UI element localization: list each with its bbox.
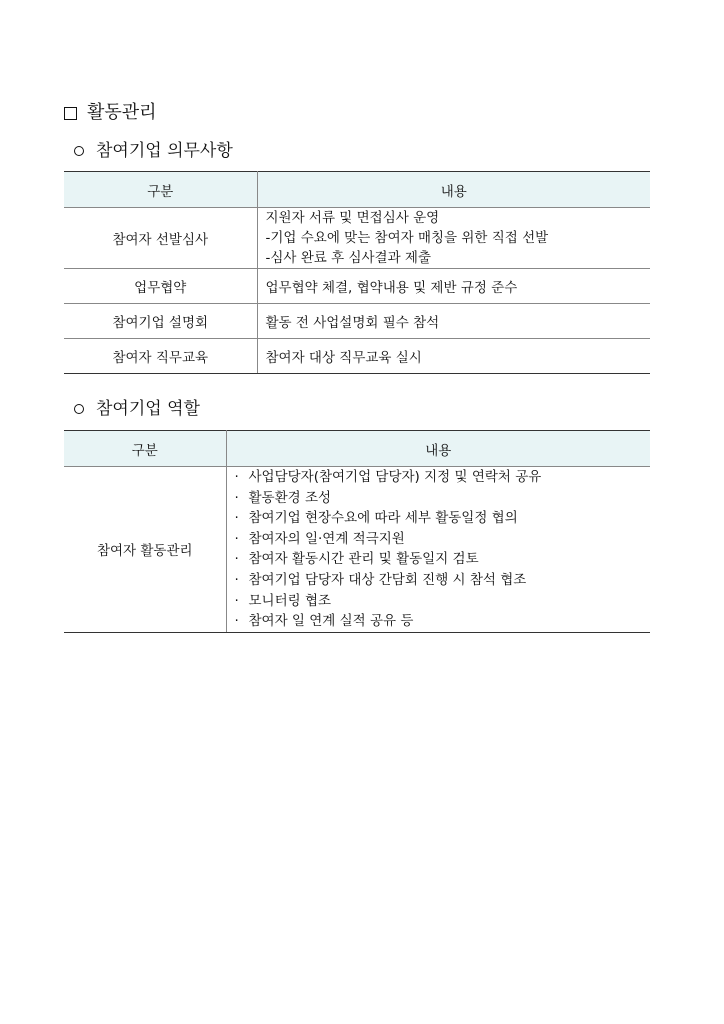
bullet-item — [235, 508, 643, 529]
section-title — [64, 100, 157, 126]
row-content: 업무협약 체결, 협약내용 및 제반 규정 준수 — [257, 269, 650, 304]
header-category: 구분 — [64, 172, 257, 208]
subsection-title-text: 참여기업 역할 — [96, 399, 200, 419]
row-content — [257, 208, 650, 269]
row-category: 업무협약 — [64, 269, 257, 304]
table-row — [64, 304, 650, 339]
row-content — [226, 467, 650, 633]
checkbox-square-icon — [64, 107, 77, 120]
subsection-title-obligations — [74, 139, 233, 163]
row-category: 참여자 직무교육 — [64, 339, 257, 374]
subsection-title-text: 참여기업 의무사항 — [96, 141, 233, 161]
content-line: -심사 완료 후 심사결과 제출 — [265, 250, 431, 266]
bullet-text: 참여자 일 연계 실적 공유 등 — [248, 613, 414, 630]
bullet-text: 참여자의 일·연계 적극지원 — [248, 530, 405, 547]
content-line: -기업 수요에 맞는 참여자 매칭을 위한 직접 선발 — [265, 230, 549, 246]
bullet-dot: · — [234, 530, 239, 547]
roles-table — [64, 430, 650, 633]
bullet-item — [235, 570, 643, 591]
row-content: 참여자 대상 직무교육 실시 — [257, 339, 650, 374]
bullet-text: 활동환경 조성 — [248, 489, 332, 506]
bullet-dot: · — [234, 551, 239, 568]
bullet-text: 참여자 활동시간 관리 및 활동일지 검토 — [248, 551, 479, 568]
table-row — [64, 467, 650, 633]
section-title-text: 활동관리 — [87, 102, 157, 123]
bullet-item — [235, 529, 643, 550]
content-line: 지원자 서류 및 면접심사 운영 — [265, 210, 440, 226]
table-row — [64, 208, 650, 269]
bullet-item — [235, 467, 643, 488]
bullet-item — [235, 611, 643, 632]
table-row — [64, 339, 650, 374]
bullet-dot: · — [234, 469, 239, 485]
bullet-item — [235, 549, 643, 570]
header-content: 내용 — [226, 431, 650, 467]
row-category: 참여자 활동관리 — [64, 467, 226, 633]
circle-bullet-icon — [74, 146, 84, 156]
table-header-row — [64, 431, 650, 467]
row-content: 활동 전 사업설명회 필수 참석 — [257, 304, 650, 339]
circle-bullet-icon — [74, 404, 84, 414]
table-row — [64, 269, 650, 304]
bullet-dot: · — [234, 510, 239, 527]
bullet-text: 참여기업 담당자 대상 간담회 진행 시 참석 협조 — [248, 571, 527, 588]
header-content: 내용 — [257, 172, 650, 208]
bullet-dot: · — [234, 571, 239, 588]
bullet-item — [235, 591, 643, 612]
table-header-row — [64, 172, 650, 208]
bullet-dot: · — [234, 489, 239, 506]
bullet-dot: · — [234, 613, 239, 630]
bullet-text: 참여기업 현장수요에 따라 세부 활동일정 협의 — [248, 510, 518, 527]
bullet-text: 모니터링 협조 — [248, 592, 332, 609]
header-category: 구분 — [64, 431, 226, 467]
bullet-item — [235, 488, 643, 509]
subsection-title-roles — [74, 397, 200, 421]
row-category: 참여자 선발심사 — [64, 208, 257, 269]
row-category: 참여기업 설명회 — [64, 304, 257, 339]
obligations-table — [64, 171, 650, 374]
bullet-dot: · — [234, 592, 239, 609]
bullet-text: 사업담당자(참여기업 담당자) 지정 및 연락처 공유 — [248, 469, 542, 485]
